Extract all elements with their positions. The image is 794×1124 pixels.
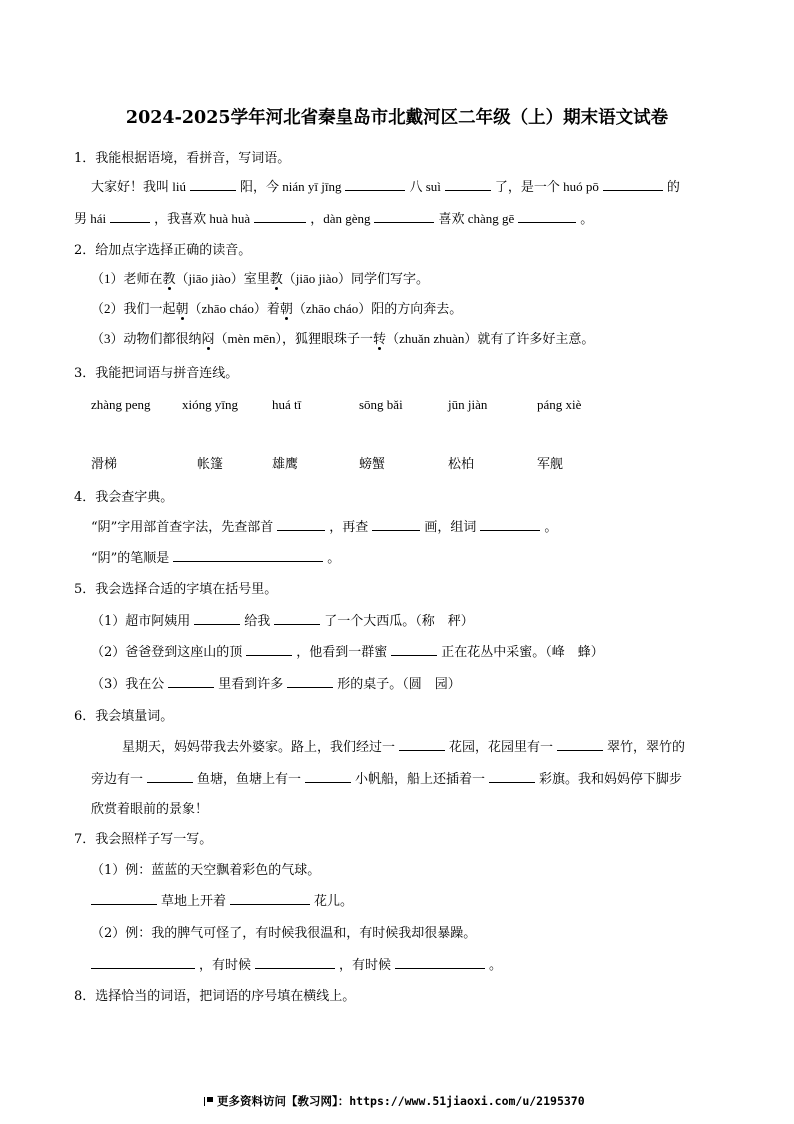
word-3[interactable]: 雄鹰 [272,457,299,472]
q6-heading: 6．我会填量词。 [74,709,174,724]
q2-item-1: （1）老师在教（jiāo jiào）室里教（jiāo jiào）同学们写字。 [91,271,430,286]
blank[interactable] [399,738,445,751]
blank[interactable] [345,178,405,191]
dotted-char: 朝 [279,301,293,316]
q2-item-3: （3）动物们都很纳闷（mèn mēn），狐狸眼珠子一转（zhuǎn zhuàn）就有了许多好主意。 [91,331,595,346]
blank[interactable] [372,518,420,531]
q4-heading: 4．我会查字典。 [74,490,174,505]
q1-line-2: 男 hái ，我喜欢 huà huà ，dàn gèng 喜欢 chàng gē 。 [74,211,594,226]
word-4[interactable]: 螃蟹 [359,457,386,472]
q4-line-1: “阴”字用部首查字法，先查部首 ，再查 画，组词 。 [91,520,558,535]
blank[interactable] [480,518,540,531]
blank[interactable] [168,675,214,688]
q6-line-2: 旁边有一 鱼塘，鱼塘上有一 小帆船，船上还插着一 彩旗。我和妈妈停下脚步 [91,772,683,787]
q6-line-3: 欣赏着眼前的景象！ [91,802,209,817]
q4-line-2: “阴”的笔顺是 。 [91,551,341,566]
pinyin-2[interactable]: xióng yīng [182,397,238,412]
footer-link[interactable]: 更多资料访问【敎习网】：https://www.51jiaoxi.com/u/2195370 [217,1094,585,1108]
blank[interactable] [147,770,193,783]
word-2[interactable]: 帐篷 [197,457,224,472]
pinyin-5[interactable]: jūn jiàn [448,397,488,412]
blank[interactable] [274,612,320,625]
blank[interactable] [110,210,150,223]
q2-heading: 2．给加点字选择正确的读音。 [74,243,252,258]
pinyin-6[interactable]: páng xiè [537,397,582,412]
blank[interactable] [91,892,157,905]
blank[interactable] [190,178,236,191]
q6-line-1: 星期天，妈妈带我去外婆家。路上，我们经过一 花园，花园里有一 翠竹，翠竹的 [122,740,686,755]
blank[interactable] [287,675,333,688]
blank[interactable] [489,770,535,783]
blank[interactable] [246,643,292,656]
dotted-char: 朝 [175,301,189,316]
blank[interactable] [230,892,310,905]
q7-example-2: （2）例：我的脾气可怪了，有时候我很温和，有时候我却很暴躁。 [91,926,477,941]
blank[interactable] [305,770,351,783]
q7-answer-2: ，有时候 ，有时候 。 [91,954,502,973]
q7-heading: 7．我会照样子写一写。 [74,832,213,847]
word-1[interactable]: 滑梯 [91,457,118,472]
pinyin-1[interactable]: zhàng peng [91,397,151,412]
page-title: 2024-2025学年河北省秦皇岛市北戴河区二年级（上）期末语文试卷 [125,108,669,128]
word-5[interactable]: 松柏 [448,457,475,472]
flag-icon [204,1097,213,1106]
q3-heading: 3．我能把词语与拼音连线。 [74,366,239,381]
blank[interactable] [395,956,485,969]
dotted-char: 转 [373,331,387,346]
q2-item-2: （2）我们一起朝（zhāo cháo）着朝（zhāo cháo）阳的方向奔去。 [91,301,463,316]
dotted-char: 闷 [201,331,215,346]
word-6[interactable]: 军舰 [537,457,564,472]
blank[interactable] [518,210,576,223]
q5-item-2: （2）爸爸登到这座山的顶 ，他看到一群蜜 正在花丛中采蜜。（峰 蜂） [91,645,604,660]
pinyin-3[interactable]: huá tī [272,397,302,412]
footer[interactable] [204,1093,585,1109]
blank[interactable] [255,956,335,969]
blank[interactable] [254,210,306,223]
q5-item-3: （3）我在公 里看到许多 形的桌子。（圆 园） [91,677,461,692]
blank[interactable] [173,549,323,562]
blank[interactable] [603,178,663,191]
q1-line-1: 大家好！我叫 liú 阳，今 nián yī jīng 八 suì 了，是一个 huó pō 的 [91,179,680,194]
blank[interactable] [391,643,437,656]
dotted-char: 教 [269,271,283,286]
q1-heading: 1．我能根据语境，看拼音，写词语。 [74,151,291,166]
q7-answer-1: 草地上开着 花儿。 [91,890,353,909]
blank[interactable] [194,612,240,625]
blank[interactable] [374,210,434,223]
blank[interactable] [557,738,603,751]
blank[interactable] [91,956,195,969]
dotted-char: 教 [162,271,176,286]
q5-heading: 5．我会选择合适的字填在括号里。 [74,582,278,597]
q5-item-1: （1）超市阿姨用 给我 了一个大西瓜。（称 秤） [91,614,474,629]
blank[interactable] [445,178,491,191]
q7-example-1: （1）例：蓝蓝的天空飘着彩色的气球。 [91,863,321,878]
blank[interactable] [277,518,325,531]
pinyin-4[interactable]: sōng bǎi [359,397,403,412]
q8-heading: 8．选择恰当的词语，把词语的序号填在横线上。 [74,989,356,1004]
